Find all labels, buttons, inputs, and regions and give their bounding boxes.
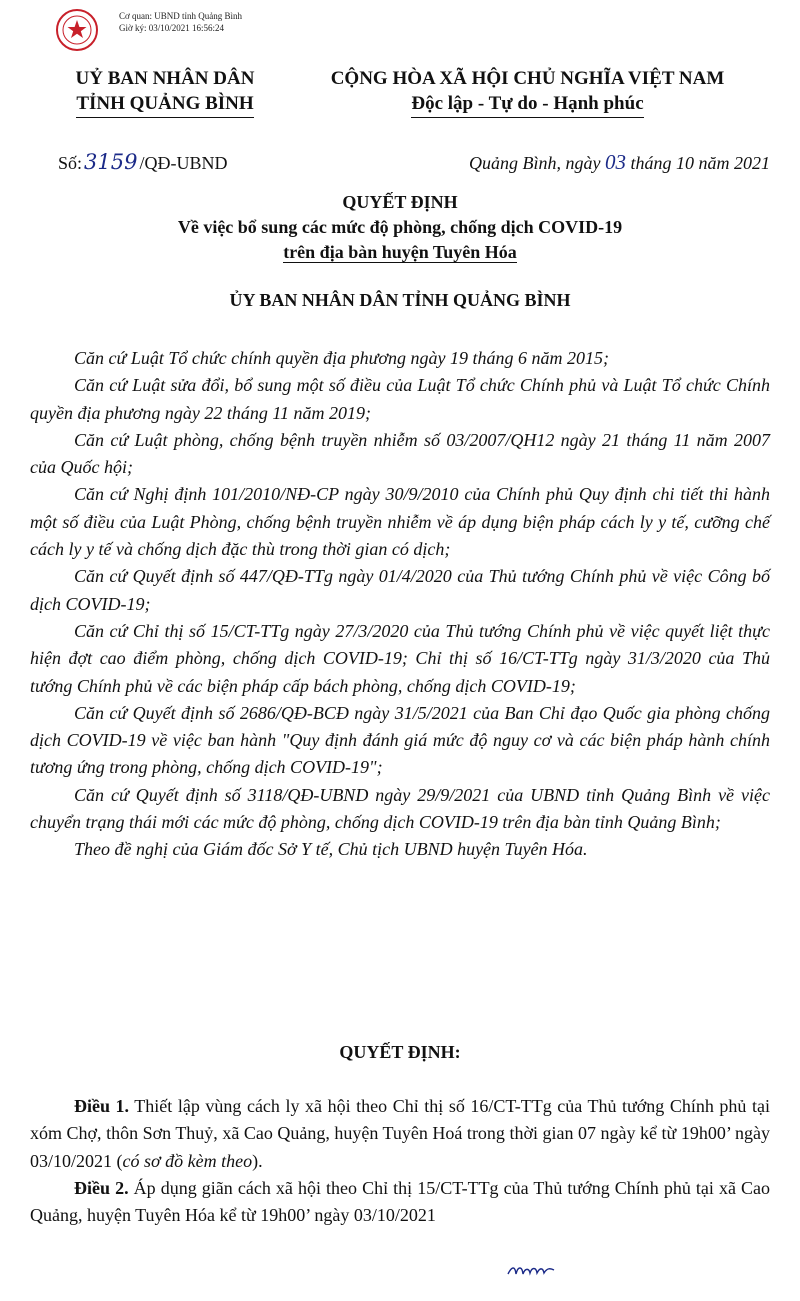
legal-basis: Căn cứ Quyết định số 447/QĐ-TTg ngày 01/4/2020 của Thủ tướng Chính phủ về việc Công bố dịch COVID-19; <box>30 566 770 614</box>
legal-basis: Căn cứ Nghị định 101/2010/NĐ-CP ngày 30/9/2010 của Chính phủ Quy định chi tiết thi hành một số điều của Luật Phòng, chống bệnh truyền nhiễm về áp dụng biện pháp cách ly y tế, cưỡng chế cách ly y tế và chống dịch đặc thù trong thời gian có dịch; <box>30 484 770 560</box>
handwritten-day: 03 <box>605 150 626 174</box>
article-note: có sơ đồ kèm theo <box>122 1150 253 1171</box>
handwritten-initials-icon <box>506 1258 556 1280</box>
issuer-line-2: TỈNH QUẢNG BÌNH <box>76 91 253 118</box>
document-date: Quảng Bình, ngày 03 tháng 10 năm 2021 <box>469 150 770 174</box>
legal-basis: Căn cứ Quyết định số 3118/QĐ-UBND ngày 29/9/2021 của UBND tỉnh Quảng Bình về việc chuyển trạng thái mới các mức độ phòng, chống dịch COVID-19 trên địa bàn tỉnh Quảng Bình; <box>30 784 770 833</box>
legal-basis: Căn cứ Luật phòng, chống bệnh truyền nhiễm số 03/2007/QH12 ngày 21 tháng 11 năm 2007 của Quốc hội; <box>30 429 770 478</box>
article-1: Điều 1. Thiết lập vùng cách ly xã hội theo Chỉ thị số 16/CT-TTg của Thủ tướng Chính phủ tại xóm Chợ, thôn Sơn Thuỷ, xã Cao Quảng, huyện Tuyên Hoá trong thời gian 07 ngày kể từ 19h00’ ngày 03/10/2021 (có sơ đồ kèm theo). <box>30 1096 770 1171</box>
document-title <box>0 190 800 265</box>
legal-basis: Theo đề nghị của Giám đốc Sở Y tế, Chủ tịch UBND huyện Tuyên Hóa. <box>74 839 588 860</box>
signature-agency: Cơ quan: UBND tỉnh Quảng Bình <box>119 11 243 21</box>
handwritten-number: 3159 <box>84 150 138 174</box>
articles <box>30 1093 770 1229</box>
decision-heading: QUYẾT ĐỊNH: <box>339 1042 461 1062</box>
digital-signature-block <box>55 8 455 52</box>
title-subject-1: Về việc bổ sung các mức độ phòng, chống dịch COVID-19 <box>177 217 623 237</box>
article-2 <box>30 1175 770 1230</box>
article-text: Thiết lập vùng cách ly xã hội theo Chỉ thị số 16/CT-TTg của Thủ tướng Chính phủ tại xóm Chợ, thôn Sơn Thuỷ, xã Cao Quảng, huyện Tuyên Hoá trong thời gian 07 ngày kể từ 19h00’ ngày 03/10/2021 ( <box>30 1096 770 1171</box>
article-label: Điều 2. <box>74 1177 129 1198</box>
issuer-header <box>40 66 290 118</box>
issuer-line-1: UỶ BAN NHÂN DÂN <box>75 68 255 89</box>
title-subject-2: trên địa bàn huyện Tuyên Hóa <box>283 242 517 262</box>
national-motto: Độc lập - Tự do - Hạnh phúc <box>411 91 643 118</box>
official-seal-icon <box>55 8 99 52</box>
title-main: QUYẾT ĐỊNH <box>342 192 458 212</box>
legal-bases <box>30 345 770 864</box>
article-label: Điều 1. <box>74 1096 130 1116</box>
national-header <box>270 66 785 118</box>
signature-time: Giờ ký: 03/10/2021 16:56:24 <box>119 23 225 33</box>
legal-basis: Căn cứ Chỉ thị số 15/CT-TTg ngày 27/3/2020 của Thủ tướng Chính phủ về việc quyết liệt thực hiện đợt cao điểm phòng, chống dịch COVID-19; Chỉ thị số 16/CT-TTg ngày 31/3/2020 của Thủ tướng Chính phủ về các biện pháp cấp bách phòng, chống dịch COVID-19; <box>30 620 770 696</box>
legal-basis: Căn cứ Luật sửa đổi, bổ sung một số điều của Luật Tổ chức Chính phủ và Luật Tổ chức Chính quyền địa phương ngày 22 tháng 11 năm 2019; <box>30 375 770 423</box>
legal-basis: Căn cứ Quyết định số 2686/QĐ-BCĐ ngày 31/5/2021 của Ban Chỉ đạo Quốc gia phòng chống dịch COVID-19 về việc ban hành "Quy định đánh giá mức độ nguy cơ và các biện pháp hành chính tương ứng trong phòng, chống dịch COVID-19"; <box>30 702 770 778</box>
article-text: Áp dụng giãn cách xã hội theo Chỉ thị 15/CT-TTg của Thủ tướng Chính phủ tại xã Cao Quảng, huyện Tuyên Hóa kể từ 19h00’ ngày 03/10/2021 <box>30 1177 771 1226</box>
issuing-authority: ỦY BAN NHÂN DÂN TỈNH QUẢNG BÌNH <box>229 290 571 310</box>
national-title: CỘNG HÒA XÃ HỘI CHỦ NGHĨA VIỆT NAM <box>330 68 725 89</box>
document-number: Số:3159 /QĐ-UBND <box>58 150 228 174</box>
legal-basis: Căn cứ Luật Tổ chức chính quyền địa phương ngày 19 tháng 6 năm 2015; <box>74 348 610 368</box>
